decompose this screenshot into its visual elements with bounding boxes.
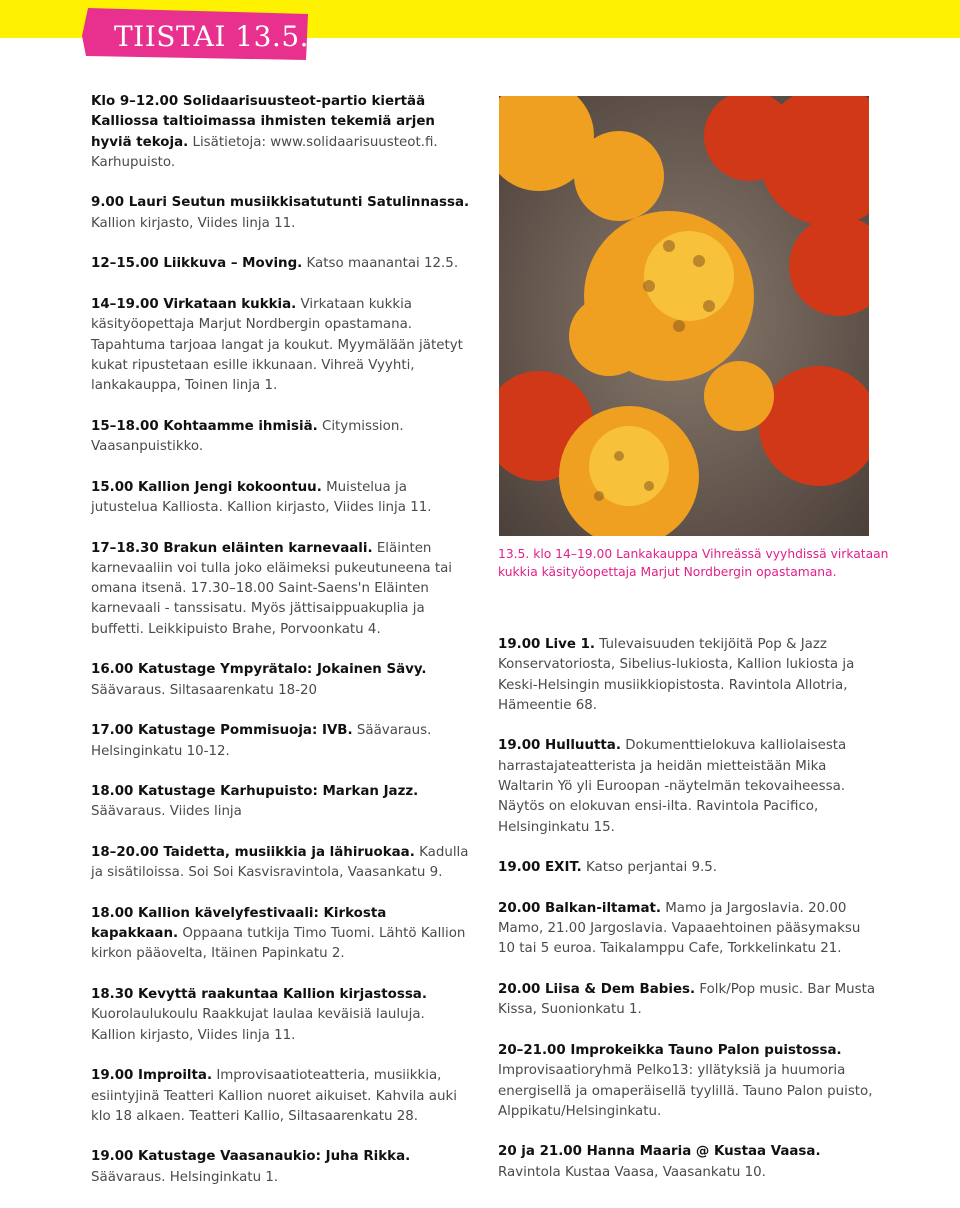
event-title: 20.00 Liisa & Dem Babies. bbox=[498, 982, 696, 998]
event-title: 19.00 Improilta. bbox=[91, 1068, 213, 1084]
event-entry bbox=[91, 782, 471, 823]
event-title: 18.00 Kallion kävelyfestivaali: Kirkosta kapakkaan. bbox=[91, 905, 387, 942]
event-entry bbox=[91, 92, 471, 173]
event-description: Citymission. Vaasanpuistikko. bbox=[91, 418, 404, 455]
event-description: Tulevaisuuden tekijöitä Pop & Jazz Konservatoriosta, Sibelius-lukiosta, Kallion lukiosta ja Keski-Helsingin musiikkiopistosta. Ravintola Allotria, Hämeentie 68. bbox=[498, 637, 855, 713]
event-title: 15–18.00 Kohtaamme ihmisiä. bbox=[91, 418, 318, 434]
event-entry bbox=[498, 736, 878, 837]
event-description: Virkataan kukkia käsityöopettaja Marjut Nordbergin opastamana. Tapahtuma tarjoaa langat ja koukut. Myymälään jätetyt kukat ripustetaan esille ikkunaan. Vihreä Vyyhti, lankakauppa, Toinen linja 1. bbox=[91, 296, 463, 394]
event-entry bbox=[91, 1147, 471, 1188]
event-title: 17.00 Katustage Pommisuoja: IVB. bbox=[91, 723, 353, 739]
event-title: 18.00 Katustage Karhupuisto: Markan Jazz. bbox=[91, 784, 419, 800]
event-entry bbox=[91, 417, 471, 458]
event-entry bbox=[498, 1041, 878, 1122]
event-title: 14–19.00 Virkataan kukkia. bbox=[91, 296, 297, 312]
event-title: 19.00 Hulluutta. bbox=[498, 738, 621, 754]
event-title: Klo 9–12.00 Solidaarisuusteot-partio kiertää Kalliossa taltioimassa ihmisten tekemiä arjen hyviä tekoja. bbox=[91, 94, 435, 150]
event-title: 19.00 Katustage Vaasanaukio: Juha Rikka. bbox=[91, 1149, 411, 1165]
event-description: Katso perjantai 9.5. bbox=[585, 860, 718, 876]
event-title: 16.00 Katustage Ympyrätalo: Jokainen Sävy. bbox=[91, 662, 427, 678]
event-description: Katso maanantai 12.5. bbox=[306, 256, 459, 272]
event-title: 20 ja 21.00 Hanna Maaria @ Kustaa Vaasa. bbox=[498, 1144, 821, 1160]
event-entry bbox=[91, 904, 471, 965]
event-title: 17–18.30 Brakun eläinten karnevaali. bbox=[91, 540, 373, 556]
event-description: Kadulla ja sisätiloissa. Soi Soi Kasvisravintola, Vaasankatu 9. bbox=[91, 844, 469, 881]
event-title: 18.30 Kevyttä raakuntaa Kallion kirjastossa. bbox=[91, 987, 427, 1003]
event-description: Säävaraus. Viides linja bbox=[91, 804, 242, 820]
event-entry bbox=[91, 478, 471, 519]
event-entry bbox=[91, 660, 471, 701]
event-description: Improvisaatioryhmä Pelko13: yllätyksiä ja huumoria energisellä ja omaperäisellä tyylillä. Tauno Palon puisto, Alppikatu/Helsinginkatu. bbox=[498, 1063, 873, 1119]
event-description: Folk/Pop music. Bar Musta Kissa, Suonionkatu 1. bbox=[498, 982, 876, 1018]
event-description: Eläinten karnevaaliin voi tulla joko eläimeksi pukeutuneena tai omana itsenä. 17.30–18.00 Saint-Saens'n Eläinten karnevaali - tanssisatu. Myös jättisaippuakuplia ja buffetti. Leikkipuisto Brahe, Porvoonkatu 4. bbox=[91, 540, 453, 637]
event-entry bbox=[91, 843, 471, 884]
event-title: 19.00 Live 1. bbox=[498, 637, 596, 652]
event-title: 20–21.00 Improkeikka Tauno Palon puistossa. bbox=[498, 1042, 842, 1058]
crochet-flowers-photo bbox=[499, 96, 869, 536]
event-title: 15.00 Kallion Jengi kokoontuu. bbox=[91, 479, 322, 495]
event-entry bbox=[91, 295, 471, 396]
event-entry bbox=[498, 635, 878, 716]
left-event-column bbox=[91, 92, 471, 1208]
event-description: Säävaraus. Helsinginkatu 10-12. bbox=[91, 723, 432, 759]
event-entry bbox=[498, 899, 878, 960]
event-description: Improvisaatioteatteria, musiikkia, esiintyjinä Teatteri Kallion nuoret aikuiset. Kahvila auki klo 18 alkaen. Teatteri Kallio, Siltasaarenkatu 28. bbox=[91, 1068, 457, 1124]
event-entry bbox=[91, 721, 471, 762]
date-label: TIISTAI 13.5. bbox=[114, 20, 310, 53]
event-description: Dokumenttielokuva kalliolaisesta harrastajateatterista ja heidän mietteistään Mika Waltarin Yö yli Euroopan -näytelmän tekovaiheessa. Näytös on elokuvan ensi-ilta. Ravintola Pacifico, Helsinginkatu 15. bbox=[498, 738, 847, 835]
event-description: Säävaraus. Helsinginkatu 1. bbox=[91, 1169, 279, 1185]
event-title: 18–20.00 Taidetta, musiikkia ja lähiruokaa. bbox=[91, 844, 415, 860]
event-description: Mamo ja Jargoslavia. 20.00 Mamo, 21.00 Jargoslavia. Vapaaehtoinen pääsymaksu 10 tai 5 euroa. Taikalamppu Cafe, Torkkelinkatu 21. bbox=[498, 900, 861, 957]
event-entry bbox=[91, 539, 471, 640]
event-entry bbox=[91, 985, 471, 1046]
photo-caption: 13.5. klo 14–19.00 Lankakauppa Vihreässä vyyhdissä virkataan kukkia käsityöopettaja Marjut Nordbergin opastamana. bbox=[498, 547, 889, 579]
event-description: Säävaraus. Siltasaarenkatu 18-20 bbox=[91, 682, 318, 698]
date-tag bbox=[82, 6, 312, 62]
event-entry bbox=[498, 1142, 878, 1183]
event-description: Muistelua ja jutustelua Kalliosta. Kallion kirjasto, Viides linja 11. bbox=[91, 479, 432, 515]
event-description: Ravintola Kustaa Vaasa, Vaasankatu 10. bbox=[498, 1164, 766, 1180]
event-entry bbox=[91, 254, 471, 274]
event-entry bbox=[91, 1066, 471, 1127]
event-title: 20.00 Balkan-iltamat. bbox=[498, 900, 661, 916]
event-entry bbox=[498, 858, 878, 878]
event-title: 19.00 EXIT. bbox=[498, 860, 582, 876]
event-description: Oppaana tutkija Timo Tuomi. Lähtö Kallion kirkon pääovelta, Itäinen Papinkatu 2. bbox=[91, 926, 466, 962]
event-entry bbox=[498, 980, 878, 1021]
event-title: 9.00 Lauri Seutun musiikkisatutunti Satulinnassa. bbox=[91, 195, 470, 211]
event-entry bbox=[91, 193, 471, 234]
right-event-column bbox=[498, 635, 878, 1203]
event-title: 12–15.00 Liikkuva – Moving. bbox=[91, 256, 303, 272]
event-description: Lisätietoja: www.solidaarisuusteot.fi. Karhupuisto. bbox=[91, 134, 438, 170]
event-description: Kallion kirjasto, Viides linja 11. bbox=[91, 215, 296, 231]
event-description: Kuorolaulukoulu Raakkujat laulaa keväisiä lauluja. Kallion kirjasto, Viides linja 11. bbox=[91, 1007, 425, 1043]
